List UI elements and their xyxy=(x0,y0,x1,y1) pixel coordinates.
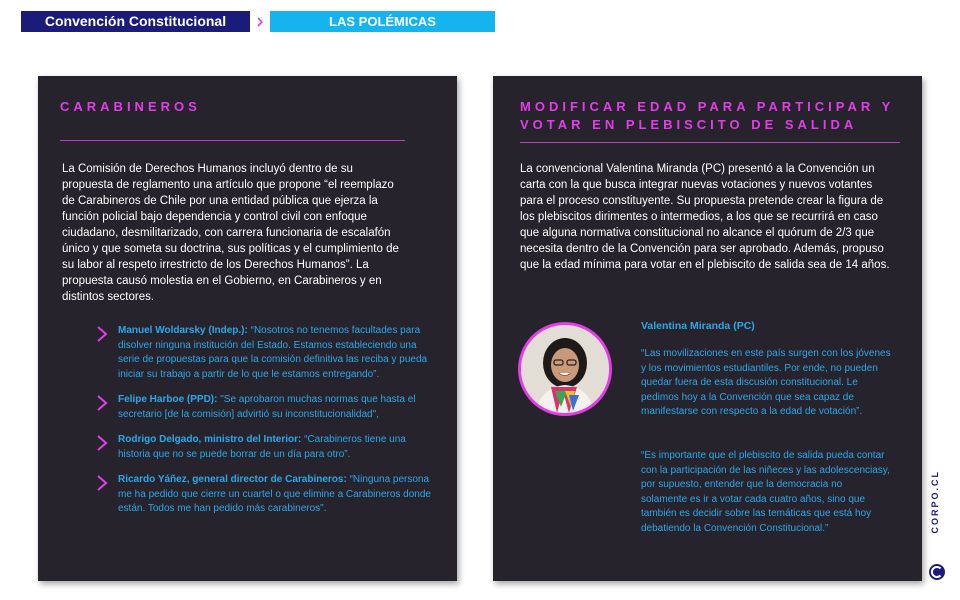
person-name: Valentina Miranda (PC) xyxy=(641,320,755,332)
quote-text: “Es importante que el plebiscito de salida pueda contar con la participación de las niñeces y las adolescenciasy, por supuesto, entender que la democracia no solamente es ir a votar cada cuatro años, sino que también es decidir sobre las temáticas que está hoy debatiendo la Convención Constitucional.” xyxy=(641,450,890,534)
avatar xyxy=(518,322,612,416)
brand-name: CORPO.CL xyxy=(930,470,940,534)
panel-title: MODIFICAR EDAD PARA PARTICIPAR Y VOTAR EN PLEBISCITO DE SALIDA xyxy=(520,99,895,132)
quote-speaker: Felipe Harboe (PPD): xyxy=(118,394,218,405)
chevron-right-icon xyxy=(96,475,108,491)
portrait-image xyxy=(521,325,609,413)
quote-list xyxy=(96,324,431,528)
quote-item xyxy=(96,433,431,462)
panel-title: CARABINEROS xyxy=(60,99,201,114)
quote-text: “Las movilizaciones en este país surgen con los jóvenes y los movimientos estudiantiles. Por ende, no pueden quedar fuera de esta discusión constitucional. Le pedimos hoy a la Convención que sea capaz de manifestarse con respecto a la edad de votación”. xyxy=(641,348,891,417)
chevron-right-icon xyxy=(96,326,108,342)
quote-item xyxy=(96,473,431,517)
chevron-right-icon xyxy=(96,395,108,411)
quote-text: "Se aprobaron muchas normas que hasta el secretario [de la comisión] advirtió su inconstitucionalidad", xyxy=(118,394,416,420)
chevron-right-icon xyxy=(250,11,270,32)
panel-body: La Comisión de Derechos Humanos incluyó dentro de su propuesta de reglamento una artículo que propone “el reemplazo de Carabineros de Chile por una entidad pública que ejerza la función policial bajo dependencia y control civil con enfoque ciudadano, desmilitarizado, con carrera funcionaria de escalafón único y que someta su doctrina, sus políticas y el cumplimiento de su labor al respeto irrestricto de los Derechos Humanos”. La propuesta causó molestia en el Gobierno, en Carabineros y en distintos sectores. xyxy=(62,163,399,303)
quote-speaker: Manuel Woldarsky (Indep.): xyxy=(118,325,248,336)
quote-text: “Nosotros no tenemos facultades para disolver ninguna institución del Estado. Estamos estableciendo una serie de propuestas para que la comisión definitiva las reciba y pueda iniciar su trabajo a partir de lo que le estamos entregando”. xyxy=(118,325,428,380)
panel-edad-plebiscito xyxy=(493,76,922,581)
quote-text: “Ninguna persona me ha pedido que cierre un cuartel o que elimine a Carabineros donde están. Todos me han pedido más carabineros". xyxy=(118,474,431,514)
panel-carabineros xyxy=(38,76,457,581)
quote-speaker: Rodrigo Delgado, ministro del Interior: xyxy=(118,434,302,445)
quote-speaker: Ricardo Yáñez, general director de Carabineros: xyxy=(118,474,347,485)
title-divider xyxy=(60,140,405,141)
panel-body: La convencional Valentina Miranda (PC) presentó a la Convención un carta con la que busca integrar nuevas votaciones y nuevos votantes para el proceso constituyente. Su propuesta pretende crear la figura de los plebiscitos dirimentes o intermedios, a los que se recurrirá en caso que alguna normativa constitucional no alcance el quórum de 2/3 que necesita dentro de la Convención para ser aprobado. Además, propuso que la edad mínima para votar en el plebiscito de salida sea de 14 años. xyxy=(520,163,890,271)
brand-logo[interactable] xyxy=(926,470,950,582)
breadcrumb-current[interactable]: LAS POLÉMICAS xyxy=(270,11,495,32)
breadcrumb-section[interactable]: Convención Constitucional xyxy=(21,11,250,32)
chevron-right-icon xyxy=(96,435,108,451)
quote-item xyxy=(96,393,431,422)
title-divider xyxy=(520,142,900,143)
quote-item xyxy=(96,324,431,382)
quote-text: “Carabineros tiene una historia que no se puede borrar de un día para otro”. xyxy=(118,434,406,460)
brand-mark-icon xyxy=(928,563,946,581)
breadcrumb xyxy=(21,11,495,32)
